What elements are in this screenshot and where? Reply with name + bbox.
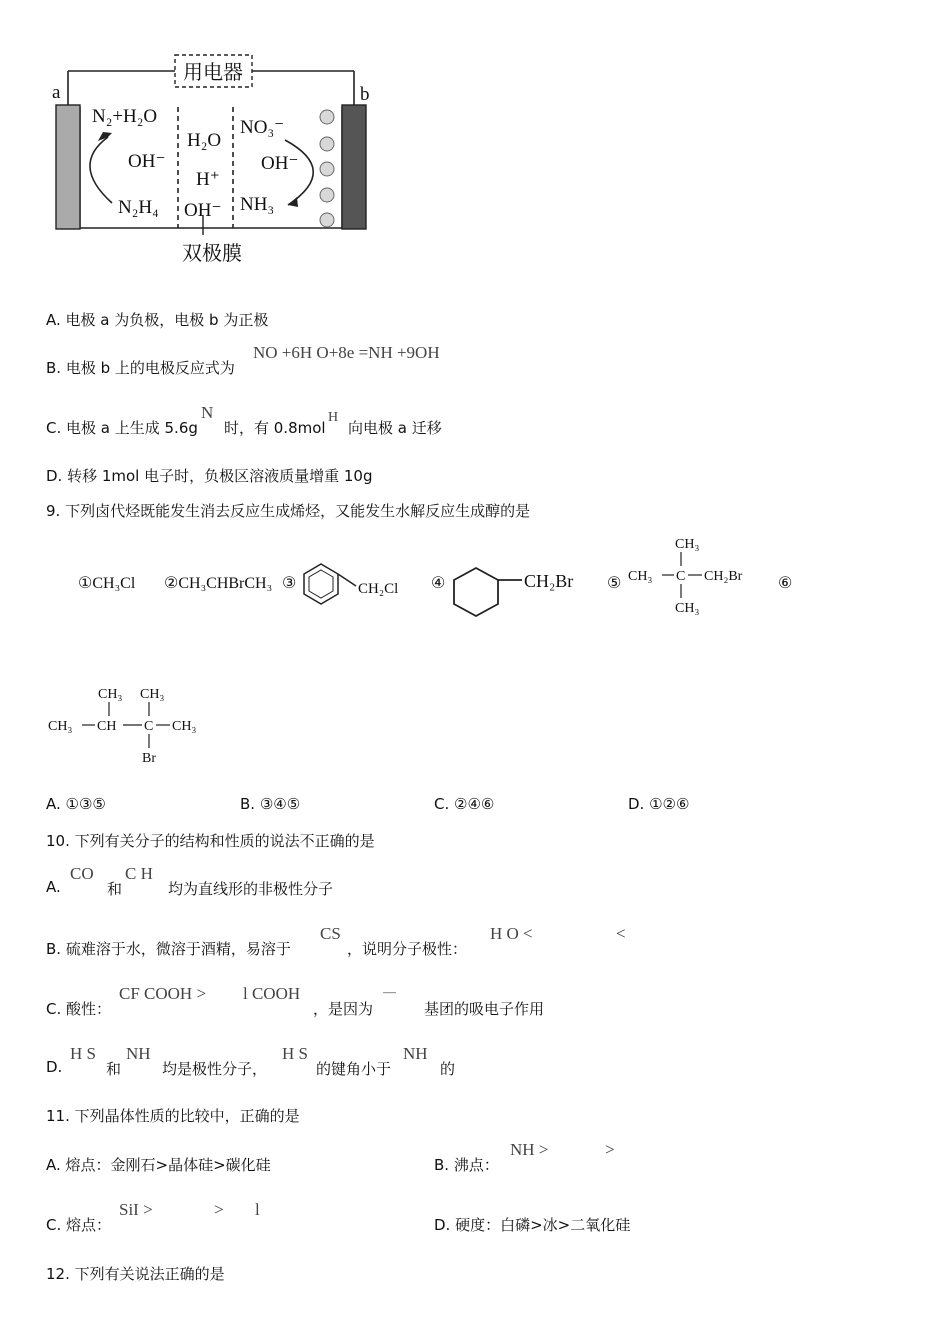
q10-option-a-formula1: CO — [70, 864, 94, 883]
q10-option-a-label: A. — [46, 878, 61, 896]
q10-option-c-formula1: CF COOH > — [119, 984, 207, 1003]
electrode-b — [342, 105, 366, 229]
q11-stem: 11. 下列晶体性质的比较中，正确的是 — [46, 1107, 300, 1125]
q9-compound-5-right: CH₂Br — [704, 569, 743, 584]
q9-option-c: C. ②④⑥ — [434, 795, 495, 813]
q8-option-a: A. 电极 a 为负极，电极 b 为正极 — [46, 311, 269, 329]
q10-option-d-formula2: NH — [126, 1044, 151, 1063]
right-mid-species: OH⁻ — [261, 153, 299, 174]
mid-top-species: H₂O — [187, 130, 222, 151]
q10-option-d-text3: 的 — [440, 1060, 456, 1078]
mid-mid-species: H⁺ — [196, 169, 220, 190]
q11-option-c-formula3: l — [255, 1200, 260, 1219]
mid-bottom-species: OH⁻ — [184, 200, 222, 221]
q10-option-d-formula1: H S — [70, 1044, 96, 1063]
membrane-label: 双极膜 — [182, 243, 242, 265]
q11-option-a: A. 熔点：金刚石>晶体硅>碳化硅 — [46, 1156, 271, 1174]
q9-compound-3-number: ③ — [282, 575, 297, 592]
q9-compound-3-structure — [296, 552, 416, 622]
q11-option-c-label: C. 熔点： — [46, 1216, 112, 1234]
q11-option-c-formula2: > — [214, 1200, 224, 1219]
q9-compound-6-mid: CH — [97, 719, 117, 734]
q9-option-a: A. ①③⑤ — [46, 795, 106, 813]
q8-option-d: D. 转移 1mol 电子时，负极区溶液质量增重 10g — [46, 467, 373, 485]
electrochemical-cell-diagram — [40, 45, 400, 275]
q9-compound-5-bottom: CH₃ — [675, 601, 700, 616]
q8-option-b-text: B. 电极 b 上的电极反应式为 — [46, 359, 235, 377]
q10-option-d-and: 和 — [106, 1060, 122, 1078]
q10-option-c-text: ，是因为 — [313, 1000, 374, 1018]
q9-compound-6-number: ⑥ — [778, 575, 793, 592]
q9-compound-2: ②CH₃CHBrCH₃ — [164, 575, 273, 592]
q9-compound-6-center: C — [144, 719, 154, 734]
electrode-a-label: a — [52, 82, 61, 103]
electrode-a — [56, 105, 80, 229]
q9-compound-6-top1: CH₃ — [98, 687, 123, 702]
q10-option-b-formula3: < — [616, 924, 626, 943]
q8-option-c-formula2: H — [328, 410, 339, 425]
q8-option-c-text3: 向电极 a 迁移 — [348, 419, 442, 437]
q8-option-c-text1: C. 电极 a 上生成 5.6g — [46, 419, 198, 437]
q9-compound-4-group: CH₂Br — [524, 571, 574, 591]
q11-option-d: D. 硬度：白磷>冰>二氧化硅 — [434, 1216, 631, 1234]
q9-compound-4-structure — [446, 562, 586, 624]
q9-compound-5-center: C — [676, 569, 686, 584]
q9-compound-5-structure — [626, 532, 766, 622]
right-bottom-species: NH₃ — [240, 194, 275, 215]
q9-compound-6-right: CH₃ — [172, 719, 197, 734]
q10-option-c-formula2: l COOH — [243, 984, 301, 1003]
q11-option-b-formula: NH > — [510, 1140, 549, 1159]
electrode-b-label: b — [360, 84, 370, 105]
q9-compound-4-number: ④ — [431, 575, 446, 592]
q11-option-b-formula2: > — [605, 1140, 615, 1159]
q9-compound-1: ①CH₃Cl — [78, 575, 136, 592]
q10-option-a-and: 和 — [107, 880, 123, 898]
q10-option-d-text1: 均是极性分子， — [162, 1060, 268, 1078]
q10-option-b-formula2: H O < — [490, 924, 533, 943]
q10-option-d-formula3: H S — [282, 1044, 308, 1063]
q9-compound-6-bottom: Br — [142, 751, 156, 766]
q9-stem: 9. 下列卤代烃既能发生消去反应生成烯烃，又能发生水解反应生成醇的是 — [46, 502, 531, 520]
q9-compound-6-top2: CH₃ — [140, 687, 165, 702]
q12-stem: 12. 下列有关说法正确的是 — [46, 1265, 225, 1283]
q9-compound-3-group: CH₂Cl — [358, 581, 399, 597]
q10-option-b-formula1: CS — [320, 924, 341, 943]
q8-option-b — [46, 357, 235, 378]
q9-option-d: D. ①②⑥ — [628, 795, 690, 813]
q9-compound-5-number: ⑤ — [607, 575, 622, 592]
q11-option-b-label: B. 沸点： — [434, 1156, 499, 1174]
right-top-species: NO₃⁻ — [240, 117, 285, 138]
q10-option-a-text: 均为直线形的非极性分子 — [168, 880, 334, 898]
q10-option-c-text2: 基团的吸电子作用 — [424, 1000, 545, 1018]
q10-option-b-text1: B. 硫难溶于水，微溶于酒精，易溶于 — [46, 940, 291, 958]
q9-compound-6-structure — [46, 680, 226, 770]
left-mid-species: OH⁻ — [128, 151, 166, 172]
q9-option-b: B. ③④⑤ — [240, 795, 301, 813]
q9-compound-6-left: CH₃ — [48, 719, 73, 734]
q10-option-c-formula3: — — [383, 984, 396, 999]
q8-option-c-formula1: N — [201, 403, 214, 422]
q10-option-c-label: C. 酸性： — [46, 1000, 112, 1018]
q10-option-b-text2: ，说明分子极性： — [347, 940, 468, 958]
q10-option-d-text2: 的键角小于 — [316, 1060, 392, 1078]
q9-compound-5-top: CH₃ — [675, 537, 700, 552]
q10-option-a-formula2: C H — [125, 864, 153, 883]
q8-option-b-formula: NO +6H O+8e =NH +9OH — [253, 343, 440, 362]
device-label: 用电器 — [183, 62, 243, 84]
q10-option-d-label: D. — [46, 1058, 63, 1076]
q10-stem: 10. 下列有关分子的结构和性质的说法不正确的是 — [46, 832, 375, 850]
left-bottom-species: N₂H₄ — [118, 197, 159, 218]
q10-option-d-formula4: NH — [403, 1044, 428, 1063]
left-top-species: N₂+H₂O — [92, 106, 158, 127]
q9-compound-5-left: CH₃ — [628, 569, 653, 584]
q8-option-c-text2: 时，有 0.8mol — [224, 419, 326, 437]
q8-option-c — [46, 417, 198, 438]
q11-option-c-formula: SiI > — [119, 1200, 153, 1219]
